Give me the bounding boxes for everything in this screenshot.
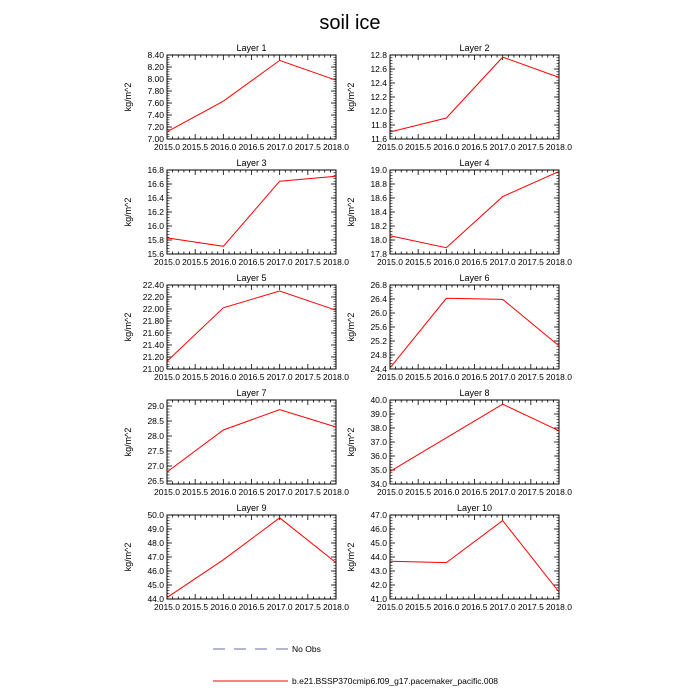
series-line	[167, 176, 336, 246]
x-tick-label: 2017.5	[294, 602, 321, 612]
y-tick-label: 36.0	[370, 451, 387, 461]
x-tick-label: 2017.5	[294, 372, 321, 382]
y-tick-label: 8.40	[147, 50, 164, 60]
y-tick-label: 16.6	[147, 179, 164, 189]
plot-frame	[167, 400, 336, 484]
y-axis-label: kg/m^2	[346, 427, 356, 457]
panel-title: Layer 6	[459, 273, 490, 283]
y-tick-label: 11.6	[371, 134, 387, 144]
x-tick-label: 2017.0	[266, 602, 293, 612]
x-tick-label: 2016.5	[461, 257, 488, 267]
x-tick-label: 2017.0	[489, 257, 516, 267]
x-tick-label: 2015.5	[182, 142, 209, 152]
y-tick-label: 12.4	[370, 78, 387, 88]
x-tick-label: 2017.5	[517, 372, 544, 382]
x-tick-label: 2015.5	[182, 602, 209, 612]
x-tick-label: 2018.0	[546, 372, 572, 382]
panel-layer-3	[123, 158, 349, 267]
x-tick-label: 2016.5	[238, 487, 265, 497]
series-line	[167, 410, 336, 472]
x-tick-label: 2015.5	[405, 602, 432, 612]
x-tick-label: 2017.5	[294, 257, 321, 267]
y-tick-label: 21.80	[142, 316, 164, 326]
y-tick-label: 25.2	[370, 336, 387, 346]
y-tick-label: 44.0	[370, 552, 387, 562]
y-axis-label: kg/m^2	[346, 82, 356, 112]
x-tick-label: 2016.0	[433, 487, 460, 497]
y-tick-label: 21.00	[142, 364, 164, 374]
x-tick-label: 2017.0	[489, 372, 516, 382]
x-tick-label: 2018.0	[323, 257, 349, 267]
plot-frame	[390, 55, 559, 139]
panel-title: Layer 2	[459, 43, 490, 53]
y-tick-label: 7.80	[147, 86, 164, 96]
y-tick-label: 40.0	[370, 395, 387, 405]
y-tick-label: 28.0	[147, 431, 164, 441]
x-tick-label: 2017.5	[294, 487, 321, 497]
y-tick-label: 39.0	[370, 409, 387, 419]
y-tick-label: 7.20	[147, 122, 164, 132]
x-tick-label: 2016.0	[433, 257, 460, 267]
x-tick-label: 2015.5	[405, 487, 432, 497]
y-tick-label: 45.0	[370, 538, 387, 548]
y-tick-label: 8.00	[147, 74, 164, 84]
y-tick-label: 22.00	[142, 304, 164, 314]
y-tick-label: 28.5	[147, 416, 164, 426]
x-tick-label: 2016.0	[210, 602, 237, 612]
panel-layer-10	[346, 503, 572, 612]
series-line	[390, 521, 559, 592]
x-tick-label: 2016.5	[461, 372, 488, 382]
y-tick-label: 27.5	[147, 446, 164, 456]
y-tick-label: 22.40	[142, 280, 164, 290]
legend	[213, 644, 498, 686]
y-tick-label: 24.8	[370, 350, 387, 360]
x-tick-label: 2017.5	[517, 257, 544, 267]
panel-layer-4	[346, 158, 572, 267]
y-axis-label: kg/m^2	[123, 197, 133, 227]
x-tick-label: 2015.5	[182, 372, 209, 382]
y-tick-label: 21.40	[142, 340, 164, 350]
y-tick-label: 26.0	[370, 308, 387, 318]
series-line	[390, 57, 559, 132]
x-tick-label: 2017.0	[266, 487, 293, 497]
y-tick-label: 25.6	[370, 322, 387, 332]
panel-title: Layer 4	[459, 158, 490, 168]
y-tick-label: 7.40	[147, 110, 164, 120]
y-tick-label: 16.8	[147, 165, 164, 175]
x-tick-label: 2015.5	[182, 487, 209, 497]
x-tick-label: 2016.0	[210, 372, 237, 382]
x-tick-label: 2015.0	[154, 257, 180, 267]
panel-layer-2	[346, 43, 572, 152]
y-tick-label: 15.6	[147, 249, 164, 259]
figure-title: soil ice	[319, 12, 381, 34]
plot-frame	[390, 285, 559, 369]
x-tick-label: 2016.5	[461, 602, 488, 612]
legend-obs-label: No Obs	[292, 644, 321, 654]
x-tick-label: 2016.5	[238, 372, 265, 382]
series-line	[390, 298, 559, 368]
y-tick-label: 50.0	[147, 510, 164, 520]
panel-layer-9	[123, 503, 349, 612]
x-tick-label: 2016.0	[433, 602, 460, 612]
panel-layer-8	[346, 388, 572, 497]
y-tick-label: 12.6	[370, 64, 387, 74]
plot-frame	[167, 55, 336, 139]
x-tick-label: 2016.5	[238, 142, 265, 152]
y-axis-label: kg/m^2	[123, 427, 133, 457]
y-tick-label: 27.0	[147, 461, 164, 471]
x-tick-label: 2015.0	[154, 487, 180, 497]
x-tick-label: 2018.0	[546, 142, 572, 152]
y-tick-label: 15.8	[147, 235, 164, 245]
y-tick-label: 42.0	[370, 580, 387, 590]
panel-title: Layer 1	[236, 43, 267, 53]
y-tick-label: 21.60	[142, 328, 164, 338]
x-tick-label: 2015.0	[154, 142, 180, 152]
x-tick-label: 2015.5	[405, 142, 432, 152]
y-tick-label: 21.20	[142, 352, 164, 362]
x-tick-label: 2016.5	[461, 487, 488, 497]
x-tick-label: 2017.5	[517, 602, 544, 612]
y-tick-label: 16.0	[147, 221, 164, 231]
plot-frame	[167, 285, 336, 369]
panel-layer-6	[346, 273, 572, 382]
y-tick-label: 11.8	[371, 120, 387, 130]
x-tick-label: 2017.0	[489, 142, 516, 152]
x-tick-label: 2017.5	[517, 142, 544, 152]
x-tick-label: 2015.0	[377, 487, 403, 497]
series-line	[167, 291, 336, 361]
x-tick-label: 2018.0	[323, 487, 349, 497]
y-axis-label: kg/m^2	[123, 312, 133, 342]
y-tick-label: 47.0	[147, 552, 164, 562]
x-tick-label: 2018.0	[323, 372, 349, 382]
x-tick-label: 2016.0	[210, 142, 237, 152]
y-tick-label: 37.0	[370, 437, 387, 447]
series-line	[167, 518, 336, 598]
x-tick-label: 2018.0	[546, 602, 572, 612]
y-tick-label: 34.0	[370, 479, 387, 489]
x-tick-label: 2015.5	[405, 257, 432, 267]
y-axis-label: kg/m^2	[123, 82, 133, 112]
series-line	[167, 60, 336, 131]
x-tick-label: 2015.5	[405, 372, 432, 382]
y-tick-label: 26.5	[147, 476, 164, 486]
y-tick-label: 8.20	[147, 62, 164, 72]
y-tick-label: 7.60	[147, 98, 164, 108]
legend-model-label: b.e21.BSSP370cmip6.f09_g17.pacemaker_pacific.008	[292, 676, 499, 686]
panel-title: Layer 3	[236, 158, 267, 168]
y-tick-label: 45.0	[147, 580, 164, 590]
x-tick-label: 2018.0	[546, 487, 572, 497]
y-tick-label: 16.4	[147, 193, 164, 203]
panel-layer-1	[123, 43, 349, 152]
x-tick-label: 2017.5	[517, 487, 544, 497]
panels	[123, 43, 572, 612]
plot-frame	[390, 515, 559, 599]
y-tick-label: 7.00	[147, 134, 164, 144]
panel-layer-7	[123, 388, 349, 497]
panel-title: Layer 9	[236, 503, 267, 513]
y-axis-label: kg/m^2	[346, 312, 356, 342]
y-tick-label: 26.8	[370, 280, 387, 290]
x-tick-label: 2018.0	[323, 142, 349, 152]
x-tick-label: 2018.0	[546, 257, 572, 267]
y-tick-label: 26.4	[370, 294, 387, 304]
x-tick-label: 2015.5	[182, 257, 209, 267]
x-tick-label: 2015.0	[154, 372, 180, 382]
plot-frame	[167, 515, 336, 599]
x-tick-label: 2018.0	[323, 602, 349, 612]
panel-title: Layer 8	[459, 388, 490, 398]
y-tick-label: 12.0	[370, 106, 387, 116]
y-tick-label: 44.0	[147, 594, 164, 604]
x-tick-label: 2015.0	[377, 372, 403, 382]
y-tick-label: 29.0	[147, 401, 164, 411]
y-tick-label: 18.4	[370, 207, 387, 217]
x-tick-label: 2017.0	[266, 142, 293, 152]
x-tick-label: 2015.0	[377, 257, 403, 267]
y-tick-label: 18.0	[370, 235, 387, 245]
y-tick-label: 41.0	[370, 594, 387, 604]
plot-frame	[390, 400, 559, 484]
y-axis-label: kg/m^2	[346, 197, 356, 227]
x-tick-label: 2016.0	[210, 257, 237, 267]
x-tick-label: 2015.0	[377, 142, 403, 152]
y-tick-label: 18.8	[370, 179, 387, 189]
series-line	[390, 404, 559, 471]
y-tick-label: 22.20	[142, 292, 164, 302]
x-tick-label: 2015.0	[377, 602, 403, 612]
series-line	[390, 171, 559, 247]
y-axis-label: kg/m^2	[346, 542, 356, 572]
y-tick-label: 48.0	[147, 538, 164, 548]
y-tick-label: 19.0	[370, 165, 387, 175]
panel-title: Layer 7	[236, 388, 267, 398]
panel-layer-5	[123, 273, 349, 382]
y-tick-label: 17.8	[370, 249, 387, 259]
y-tick-label: 35.0	[370, 465, 387, 475]
y-tick-label: 38.0	[370, 423, 387, 433]
x-tick-label: 2016.0	[433, 372, 460, 382]
x-tick-label: 2017.0	[266, 257, 293, 267]
panel-title: Layer 5	[236, 273, 267, 283]
y-tick-label: 24.4	[370, 364, 387, 374]
x-tick-label: 2016.5	[461, 142, 488, 152]
y-tick-label: 49.0	[147, 524, 164, 534]
x-tick-label: 2016.5	[238, 602, 265, 612]
panel-title: Layer 10	[456, 503, 493, 513]
y-tick-label: 16.2	[147, 207, 164, 217]
y-tick-label: 18.6	[370, 193, 387, 203]
x-tick-label: 2017.0	[489, 487, 516, 497]
y-tick-label: 47.0	[370, 510, 387, 520]
y-tick-label: 46.0	[370, 524, 387, 534]
y-tick-label: 46.0	[147, 566, 164, 576]
x-tick-label: 2017.0	[489, 602, 516, 612]
x-tick-label: 2015.0	[154, 602, 180, 612]
y-axis-label: kg/m^2	[123, 542, 133, 572]
x-tick-label: 2017.0	[266, 372, 293, 382]
x-tick-label: 2016.5	[238, 257, 265, 267]
y-tick-label: 43.0	[370, 566, 387, 576]
x-tick-label: 2016.0	[433, 142, 460, 152]
y-tick-label: 18.2	[370, 221, 387, 231]
y-tick-label: 12.2	[370, 92, 387, 102]
x-tick-label: 2016.0	[210, 487, 237, 497]
x-tick-label: 2017.5	[294, 142, 321, 152]
y-tick-label: 12.8	[370, 50, 387, 60]
